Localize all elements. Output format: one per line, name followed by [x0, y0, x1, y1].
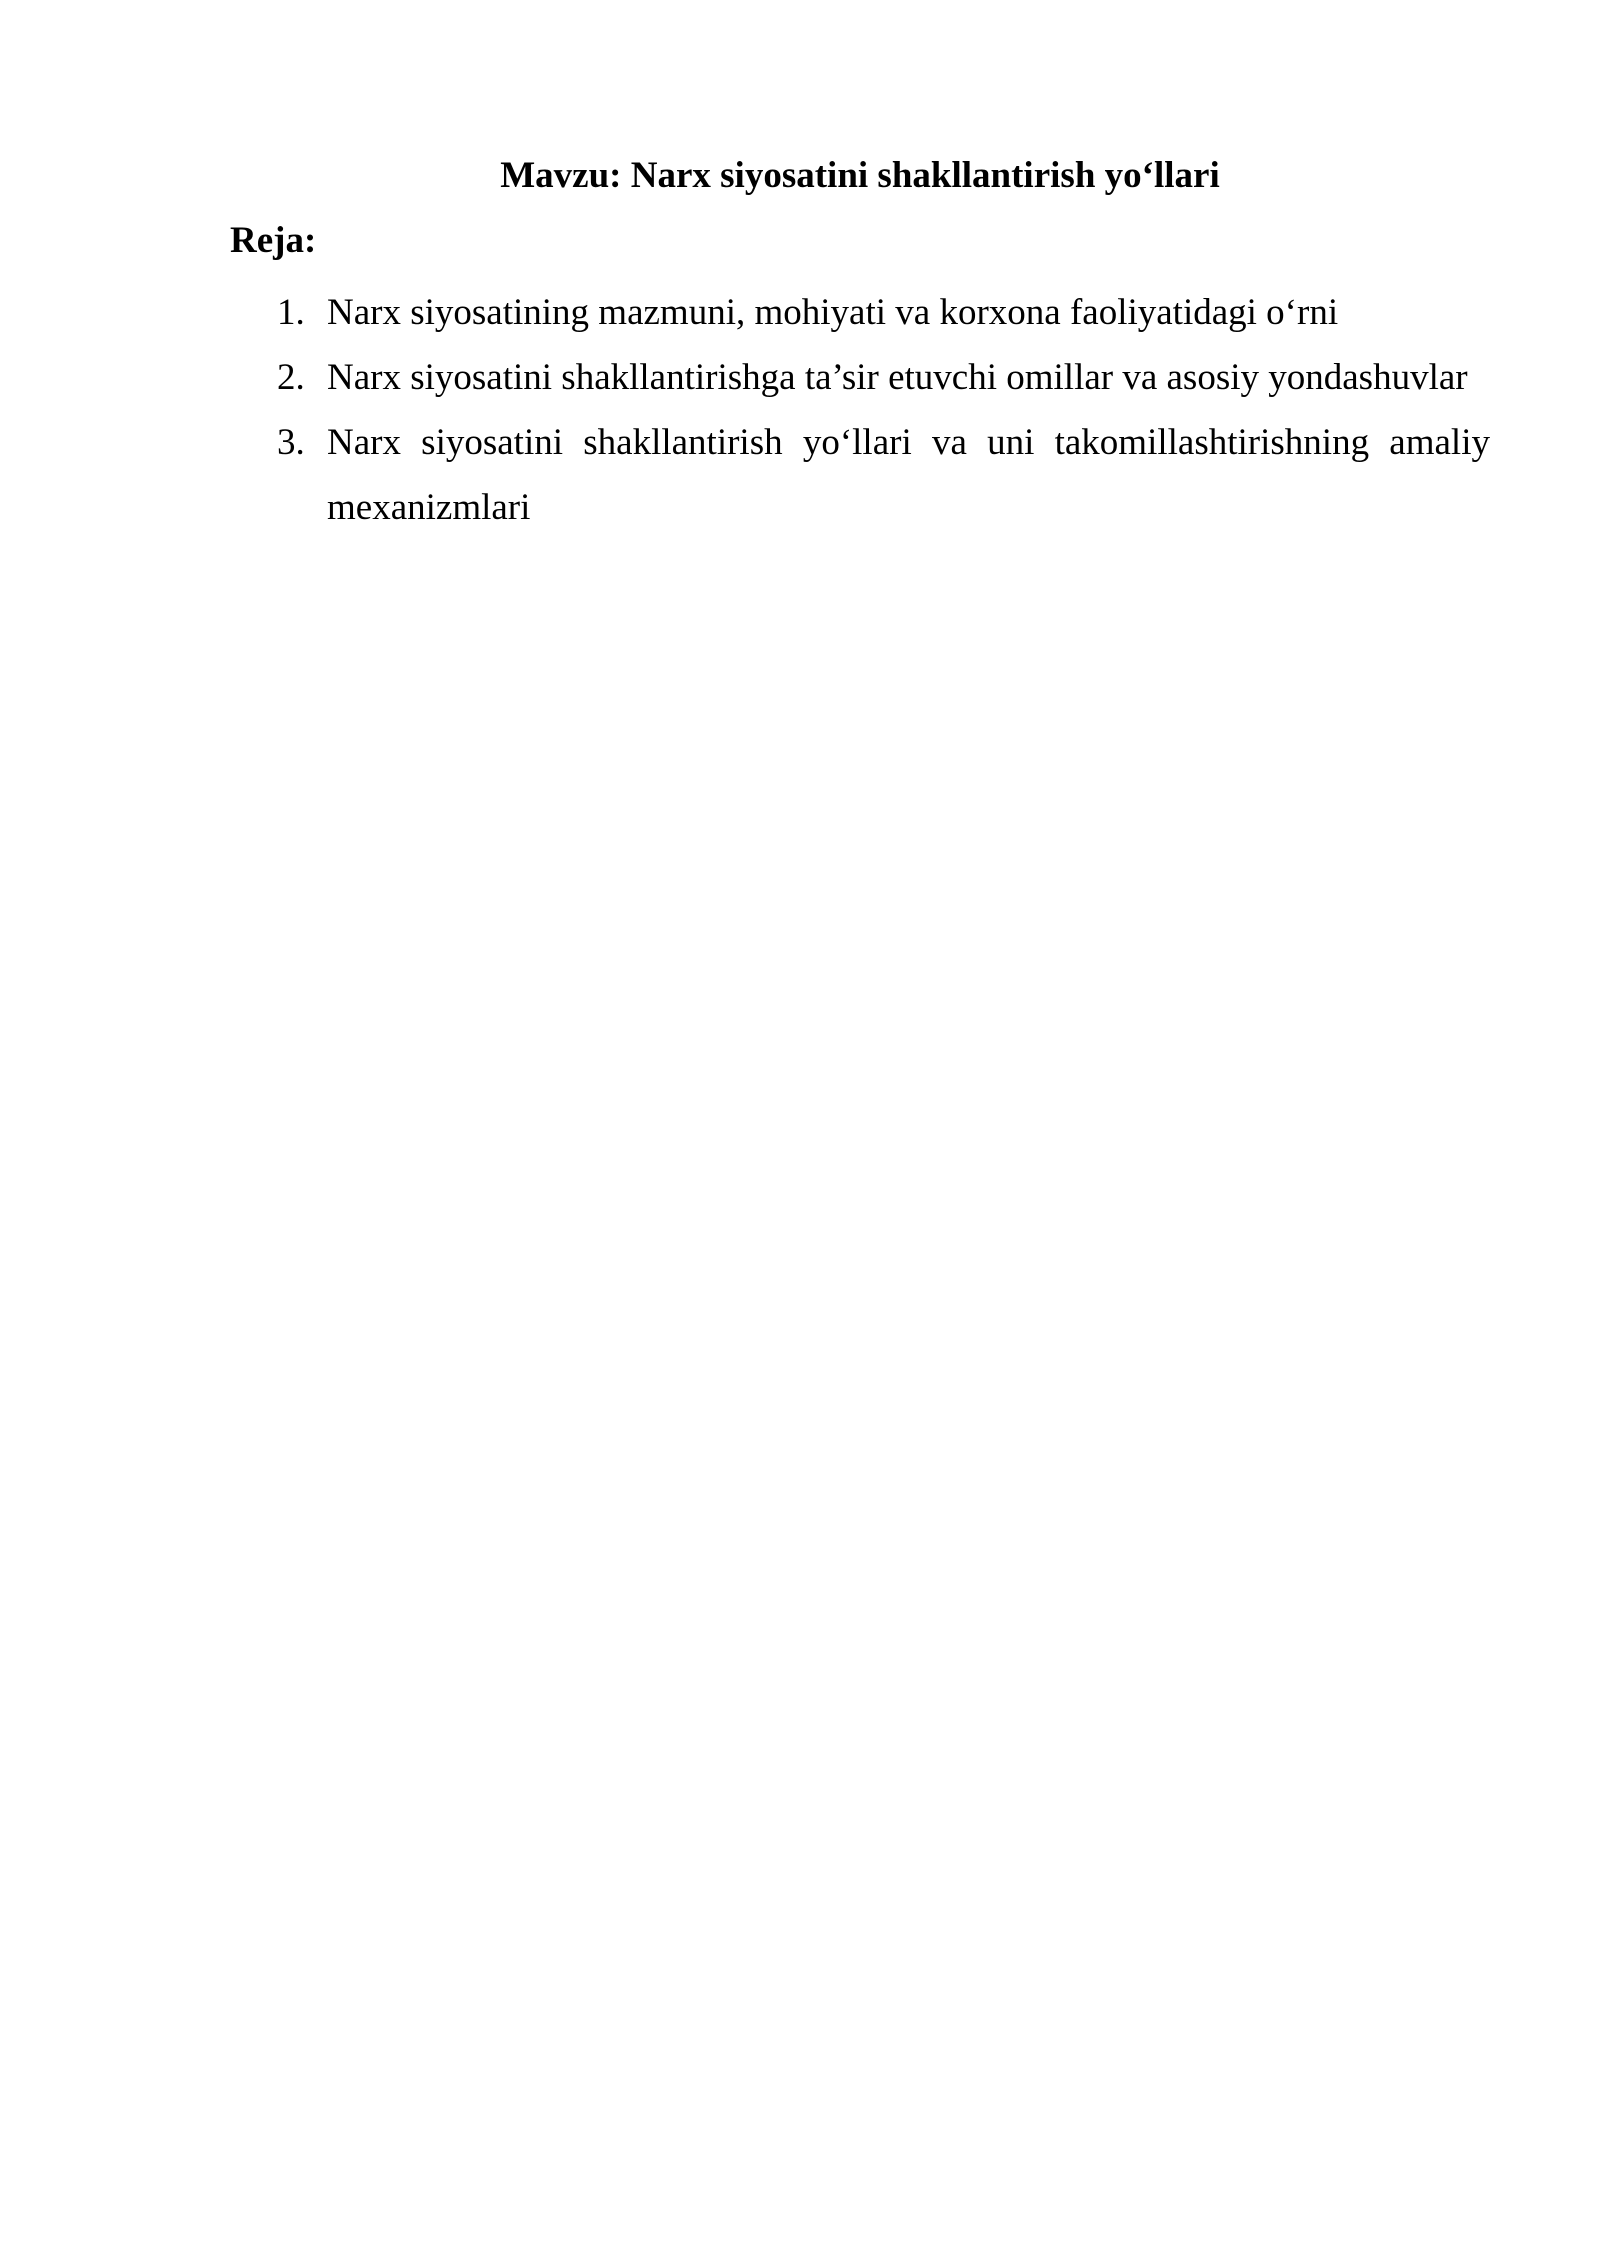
plan-item-number: 1.	[277, 292, 305, 333]
plan-list	[230, 280, 1490, 540]
document-title: Mavzu: Narx siyosatini shakllantirish yo‘llari	[500, 155, 1220, 196]
plan-item-1	[230, 280, 1490, 345]
plan-item-text: Narx siyosatining mazmuni, mohiyati va korxona faoliyatidagi o‘rni	[327, 292, 1339, 333]
plan-item-2	[230, 345, 1490, 410]
plan-item-text: Narx siyosatini shakllantirish yo‘llari va uni takomillashtirishning amaliy mexanizmlari	[327, 422, 1490, 528]
plan-item-number: 3.	[277, 422, 305, 463]
plan-item-number: 2.	[277, 357, 305, 398]
plan-heading: Reja:	[230, 220, 317, 261]
plan-item-text: Narx siyosatini shakllantirishga ta’sir etuvchi omillar va asosiy yondashuvlar	[327, 357, 1468, 398]
plan-item-3	[230, 410, 1490, 540]
